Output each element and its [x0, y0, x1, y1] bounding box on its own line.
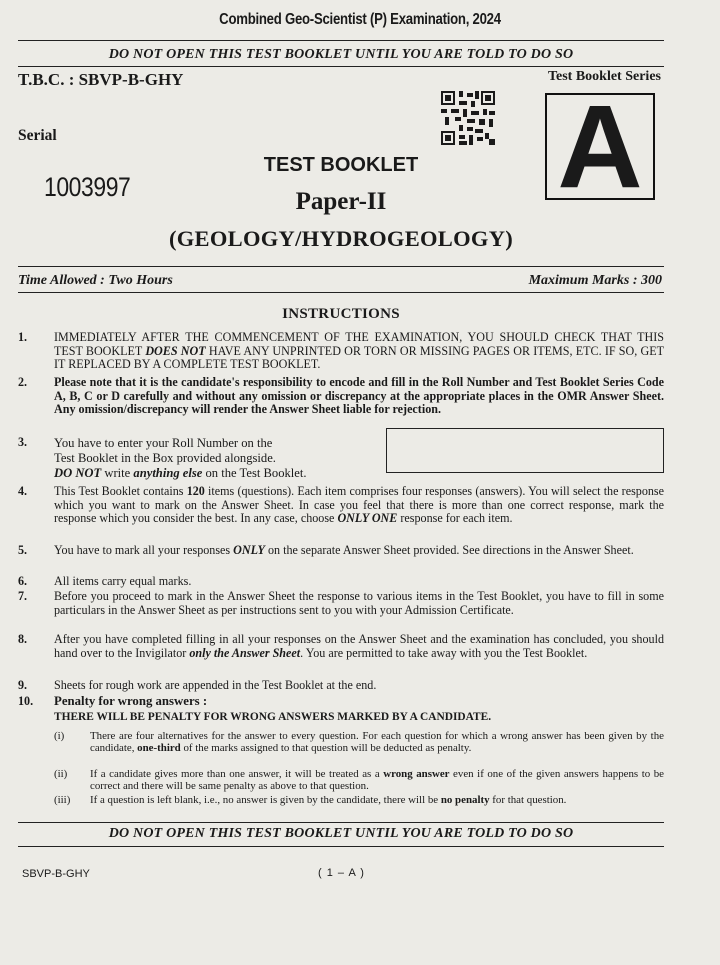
roll-number-box[interactable]	[386, 428, 664, 473]
text: There are four alternatives for the answer to every question. For each question for which a wrong answer has been given by the candidate,	[90, 730, 664, 754]
penalty-rule-2	[54, 768, 664, 792]
rule-number: (ii)	[54, 768, 68, 780]
bottom-banner-rule	[18, 846, 664, 847]
instruction-4	[18, 485, 664, 526]
emphasis: DO NOT	[54, 466, 102, 480]
banner-top: DO NOT OPEN THIS TEST BOOKLET UNTIL YOU ARE TOLD TO DO SO	[108, 47, 574, 62]
text: response for each item.	[397, 511, 513, 526]
instruction-number: 6.	[18, 574, 28, 588]
text: items (questions). Each item comprises four responses (answers). You will select the response which you want to mark on the Answer Sheet. In case you feel that there is more than one correct response, mark the response which you consider the best. In any case, choose	[54, 484, 664, 526]
instruction-5	[18, 544, 664, 558]
text: All items carry equal marks.	[54, 574, 192, 588]
emphasis: one-third	[137, 742, 181, 754]
emphasis: anything else	[133, 466, 203, 480]
serial-number: 1003997	[44, 172, 131, 202]
series-label: Test Booklet Series	[547, 69, 661, 84]
text: Please note that it is the candidate's responsibility to encode and fill in the Roll Number and Test Booklet Series Code A, B, C or D carefully and without any omission or discrepancy at the appropriate places in the OMR Answer Sheet. Any omission/discrepancy will render the Answer Sheet liable for rejection.	[54, 375, 664, 417]
text: You have to enter your Roll Number on the	[54, 436, 273, 450]
text: even if one of the given answers happens to be correct and there will be same penalty as above to that question.	[90, 768, 664, 792]
rule-number: (iii)	[54, 794, 71, 806]
instruction-9	[18, 679, 664, 693]
qr-code-icon	[441, 91, 495, 145]
instruction-number: 4.	[18, 484, 28, 498]
text: on the separate Answer Sheet provided. See directions in the Answer Sheet.	[264, 543, 634, 557]
text: HAVE ANY UNPRINTED OR TORN OR MISSING PAGES OR ITEMS, ETC. IF SO, GET IT REPLACED BY A COMPLETE TEST BOOKLET.	[54, 343, 664, 372]
text: . You are permitted to take away with you the Test Booklet.	[300, 645, 588, 660]
instruction-number: 3.	[18, 435, 28, 449]
instruction-number: 10.	[18, 694, 34, 708]
text: This Test Booklet contains	[54, 484, 187, 498]
instruction-number: 5.	[18, 543, 28, 557]
paper-title: Paper-II	[295, 188, 387, 215]
text: IMMEDIATELY AFTER THE COMMENCEMENT OF THE EXAMINATION, YOU SHOULD CHECK THAT THIS TEST BOOKLET	[54, 330, 664, 358]
max-marks: Maximum Marks : 300	[528, 273, 662, 288]
booklet-title: TEST BOOKLET	[263, 154, 419, 176]
text: After you have completed filling in all your responses on the Answer Sheet and the examination has concluded, you should hand over to the Invigilator	[54, 632, 664, 660]
instruction-number: 2.	[18, 375, 28, 389]
time-rule	[18, 292, 664, 293]
exam-title: Combined Geo-Scientist (P) Examination, 2024	[219, 11, 501, 28]
top-rule	[18, 40, 664, 41]
text: Before you proceed to mark in the Answer Sheet the response to various items in the Test Booklet, you have to fill in some particulars in the Answer Sheet as per instructions sent to you with your Admission Certificate.	[54, 589, 664, 617]
text: Test Booklet in the Box provided alongside.	[54, 451, 276, 465]
emphasis: only the Answer Sheet	[189, 645, 301, 660]
emphasis: wrong answer	[383, 768, 450, 780]
instruction-8	[18, 633, 664, 660]
text: Sheets for rough work are appended in the Test Booklet at the end.	[54, 678, 377, 692]
penalty-title: Penalty for wrong answers :	[54, 694, 208, 708]
bottom-rule	[18, 822, 664, 823]
instruction-number: 9.	[18, 678, 28, 692]
tbc-code: T.B.C. : SBVP-B-GHY	[18, 70, 184, 89]
header-rule	[18, 266, 664, 267]
subject-title: (GEOLOGY/HYDROGEOLOGY)	[168, 226, 514, 251]
instruction-number: 8.	[18, 632, 28, 646]
instruction-6	[18, 575, 664, 589]
instruction-number: 7.	[18, 589, 28, 603]
instruction-2	[18, 376, 664, 417]
rule-number: (i)	[54, 730, 65, 742]
text: You have to mark all your responses	[54, 543, 234, 557]
emphasis: 120	[186, 484, 205, 498]
instructions-heading: INSTRUCTIONS	[282, 306, 400, 322]
emphasis: ONLY	[233, 543, 265, 557]
penalty-subtitle: THERE WILL BE PENALTY FOR WRONG ANSWERS MARKED BY A CANDIDATE.	[54, 710, 492, 723]
text: If a candidate gives more than one answer, it will be treated as a	[90, 768, 384, 780]
emphasis: DOES NOT	[145, 343, 206, 358]
serial-label: Serial	[18, 127, 57, 144]
banner-rule	[18, 66, 664, 67]
emphasis: no penalty	[440, 794, 490, 806]
banner-bottom: DO NOT OPEN THIS TEST BOOKLET UNTIL YOU ARE TOLD TO DO SO	[108, 826, 574, 841]
text: of the marks assigned to that question will be deducted as penalty.	[180, 742, 472, 754]
series-letter-box: A	[545, 93, 655, 200]
text: If a question is left blank, i.e., no answer is given by the candidate, there will be	[90, 794, 441, 806]
text: for that question.	[489, 794, 567, 806]
text: write	[101, 466, 134, 480]
instruction-10	[18, 695, 664, 724]
penalty-rule-3	[54, 794, 664, 806]
penalty-rule-1	[54, 730, 664, 754]
footer-code: SBVP-B-GHY	[22, 868, 90, 880]
instruction-7	[18, 590, 664, 617]
text: on the Test Booklet.	[202, 466, 307, 480]
time-allowed: Time Allowed : Two Hours	[18, 273, 173, 288]
emphasis: ONLY ONE	[337, 511, 398, 526]
footer-page-number: ( 1 – A )	[318, 867, 365, 879]
instruction-number: 1.	[18, 330, 28, 344]
instruction-1	[18, 331, 664, 372]
